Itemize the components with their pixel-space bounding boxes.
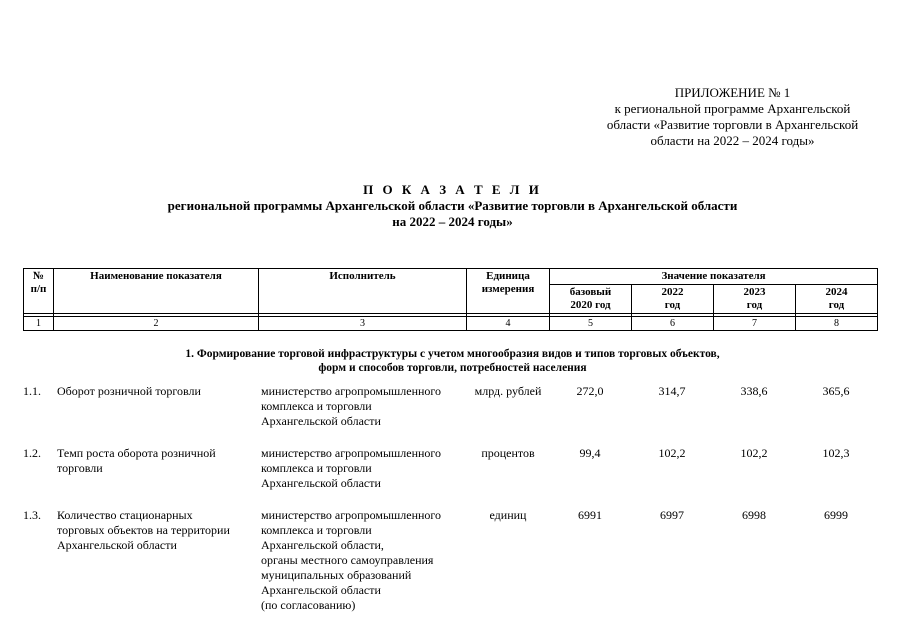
column-number: 8: [796, 317, 878, 331]
appendix-note: [560, 85, 905, 149]
row-number: 1.2.: [23, 446, 41, 460]
row-executor: министерство агропромышленного комплекса и торговли Архангельской области, органы местного самоуправления муниципальных образований Архангельской области (по согласованию): [261, 508, 442, 612]
column-number: 7: [714, 317, 796, 331]
column-number: 5: [550, 317, 632, 331]
appendix-line: области «Развитие торговли в Архангельской: [606, 117, 859, 132]
header-year-2023: 2023 год: [714, 285, 796, 314]
title-main: П О К А З А Т Е Л И: [363, 182, 542, 197]
header-num: № п/п: [24, 269, 54, 314]
header-year-2022: 2022 год: [632, 285, 714, 314]
row-unit: процентов: [481, 446, 535, 460]
row-value-2022: 102,2: [658, 446, 686, 460]
row-value-base: 6991: [578, 508, 602, 522]
row-value-2024: 365,6: [822, 384, 850, 398]
header-value: Значение показателя: [550, 269, 878, 285]
header-unit: Единица измерения: [467, 269, 550, 314]
column-number: 6: [632, 317, 714, 331]
header-exec: Исполнитель: [259, 269, 467, 314]
column-number: 2: [54, 317, 259, 331]
appendix-line: к региональной программе Архангельской: [614, 101, 851, 116]
row-value-2023: 338,6: [740, 384, 768, 398]
column-number: 1: [24, 317, 54, 331]
column-number: 4: [467, 317, 550, 331]
column-number: 3: [259, 317, 467, 331]
column-numbers-row: [24, 317, 878, 331]
section-line: форм и способов торговли, потребностей населения: [318, 362, 587, 374]
row-indicator-name: Количество стационарных торговых объектов на территории Архангельской области: [57, 508, 230, 552]
section-title: [0, 347, 905, 375]
document-title: [0, 182, 905, 230]
row-unit: млрд. рублей: [474, 384, 542, 398]
row-indicator-name: Темп роста оборота розничной торговли: [57, 446, 216, 475]
header-year-base: базовый 2020 год: [550, 285, 632, 314]
indicators-table-header: [23, 268, 878, 331]
row-value-2024: 102,3: [822, 446, 850, 460]
title-sub-line: на 2022 – 2024 годы»: [392, 214, 513, 229]
row-value-2022: 314,7: [658, 384, 686, 398]
row-executor: министерство агропромышленного комплекса и торговли Архангельской области: [261, 384, 442, 428]
row-value-base: 272,0: [576, 384, 604, 398]
row-unit: единиц: [489, 508, 527, 522]
header-year-2024: 2024 год: [796, 285, 878, 314]
title-sub-line: региональной программы Архангельской области «Развитие торговли в Архангельской области: [167, 198, 738, 213]
row-value-2023: 6998: [742, 508, 766, 522]
row-number: 1.1.: [23, 384, 41, 398]
row-value-2023: 102,2: [740, 446, 768, 460]
row-value-2024: 6999: [824, 508, 848, 522]
header-name: Наименование показателя: [54, 269, 259, 314]
row-value-base: 99,4: [579, 446, 601, 460]
row-number: 1.3.: [23, 508, 41, 522]
row-executor: министерство агропромышленного комплекса и торговли Архангельской области: [261, 446, 442, 490]
row-value-2022: 6997: [660, 508, 684, 522]
appendix-line: ПРИЛОЖЕНИЕ № 1: [674, 85, 791, 100]
row-indicator-name: Оборот розничной торговли: [57, 384, 201, 398]
section-line: 1. Формирование торговой инфраструктуры с учетом многообразия видов и типов торговых объектов,: [185, 348, 720, 360]
appendix-line: области на 2022 – 2024 годы»: [650, 133, 815, 148]
